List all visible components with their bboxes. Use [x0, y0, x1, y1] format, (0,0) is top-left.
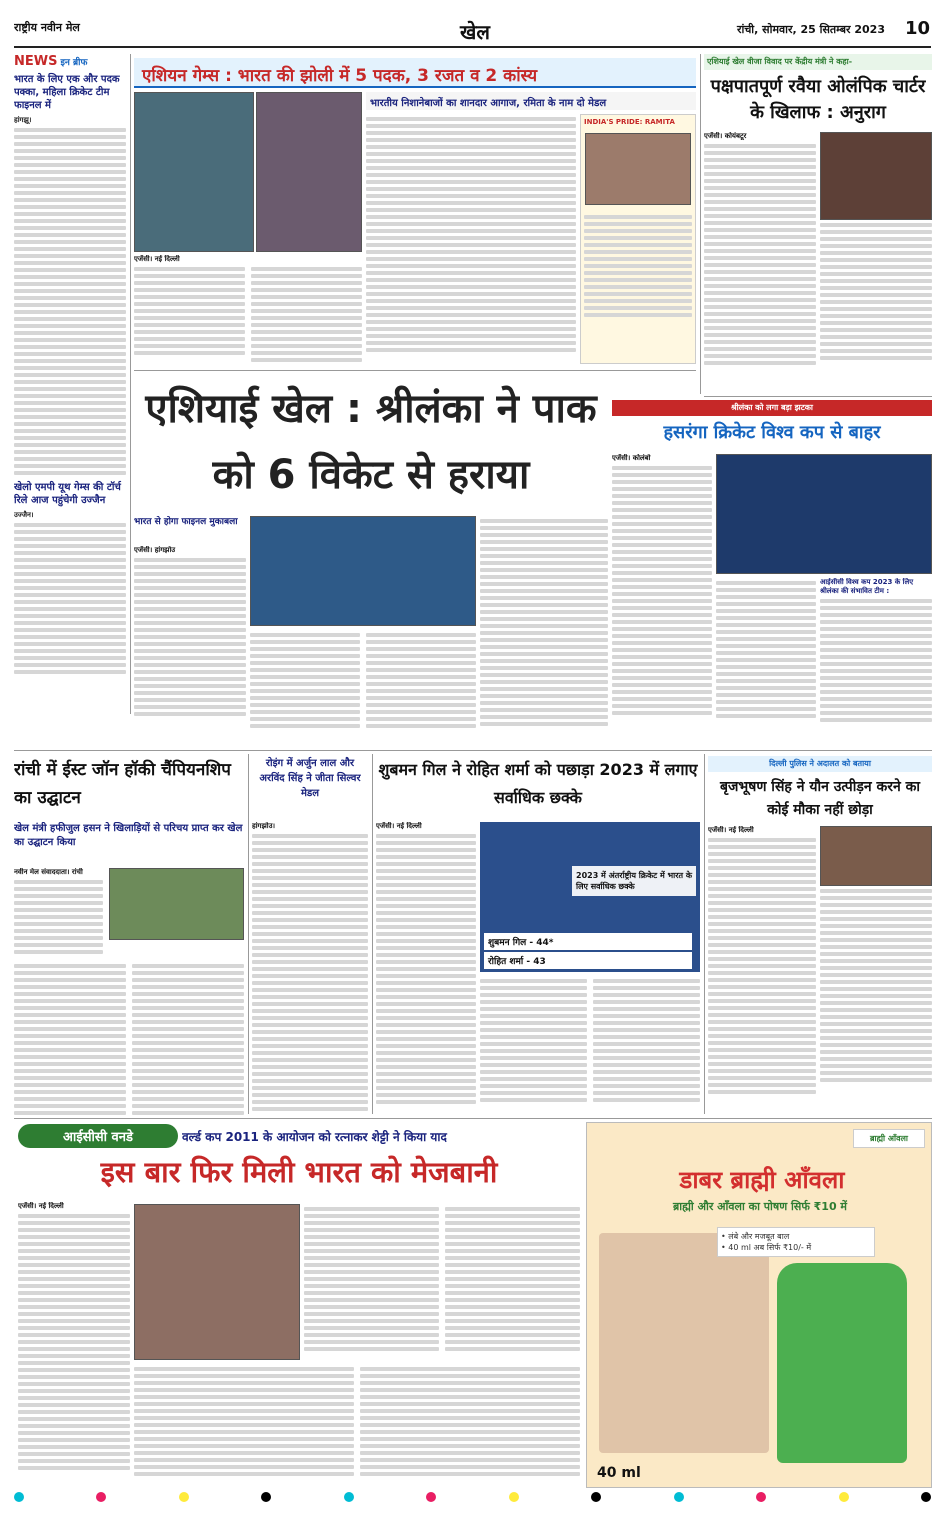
- ramita-infographic: INDIA'S PRIDE: RAMITA: [580, 114, 696, 364]
- gill-story-col1: एजेंसी। नई दिल्ली: [376, 822, 476, 1112]
- news-brief-headline-1: भारत के लिए एक और पदक पक्का, महिला क्रिकेट टीम फाइनल में: [14, 74, 120, 111]
- section-title: खेल: [460, 20, 490, 44]
- ad-bottle-image: [777, 1263, 907, 1463]
- hasaranga-story-col1: एजेंसी। कोलंबो: [612, 454, 712, 744]
- brijbhushan-story: एजेंसी। नई दिल्ली: [708, 826, 932, 1112]
- srilanka-team-photo: [716, 454, 932, 574]
- srilanka-pak-story-cols: [250, 630, 476, 740]
- gill-stat-1: शुबमन गिल - 44*: [488, 938, 554, 948]
- odi-story-col1: एजेंसी। नई दिल्ली: [18, 1202, 130, 1486]
- hockey-story: नवीन मेल संवाददाता। रांची: [14, 868, 244, 1150]
- gill-stat-2: रोहित शर्मा - 43: [488, 957, 546, 967]
- ad-volume: 40 ml: [597, 1465, 641, 1481]
- hasaranga-kicker: श्रीलंका को लगा बड़ा झटका: [612, 400, 932, 416]
- odi-tag: आईसीसी वनडे: [18, 1124, 178, 1148]
- registration-marks: [14, 1492, 931, 1502]
- hasaranga-headline: हसरंगा क्रिकेट विश्व कप से बाहर: [663, 422, 881, 443]
- odi-headline: इस बार फिर मिली भारत को मेजबानी: [100, 1155, 498, 1189]
- asian-games-headline: एशियन गेम्स : भारत की झोली में 5 पदक, 3 रजत व 2 कांस्य: [142, 66, 538, 86]
- shooting-article: [366, 114, 576, 364]
- header-rule: [14, 46, 931, 48]
- ramita-portrait: [585, 133, 691, 205]
- gill-headline: शुबमन गिल ने रोहित शर्मा को पछाड़ा 2023 में लगाए सर्वाधिक छक्के: [378, 760, 698, 807]
- news-brief-dateline-1: हांगझू।: [14, 116, 32, 124]
- asian-games-story: [134, 255, 362, 365]
- srilanka-pak-story-col4: [480, 516, 608, 740]
- anurag-kicker: एशियाई खेल वीजा विवाद पर केंद्रीय मंत्री ने कहा-: [704, 54, 932, 70]
- ad-corner-label: ब्राह्मी आँवला: [853, 1129, 925, 1148]
- gill-photo-box: [480, 822, 700, 972]
- dateline: रांची, सोमवार, 25 सितम्बर 2023: [736, 23, 885, 36]
- news-brief-body-1: [14, 128, 126, 475]
- brijbhushan-headline: बृजभूषण सिंह ने यौन उत्पीड़न करने का कोई मौका नहीं छोड़ा: [720, 779, 920, 818]
- anurag-headline: पक्षपातपूर्ण रवैया ओलंपिक चार्टर के खिलाफ : अनुराग: [710, 76, 926, 123]
- odi-kicker: वर्ल्ड कप 2011 के आयोजन को रत्नाकर शेट्टी ने किया याद: [182, 1130, 447, 1144]
- srilanka-pak-photo: [250, 516, 476, 626]
- srilanka-pak-subhead: भारत से होगा फाइनल मुकाबला: [134, 517, 238, 527]
- rowing-story: हांगझोउ।: [252, 822, 368, 1112]
- brijbhushan-kicker: दिल्ली पुलिस ने अदालत को बताया: [708, 756, 932, 772]
- odi-story-cols-bottom: [134, 1364, 580, 1486]
- odi-story-cols-top: [304, 1204, 580, 1364]
- dabur-advertisement[interactable]: [586, 1122, 932, 1488]
- anurag-story: एजेंसी। कोयंबटूर: [704, 132, 932, 392]
- news-brief-label: NEWS इन ब्रीफ: [14, 54, 88, 69]
- page-number: 10: [904, 18, 930, 39]
- anurag-photo: [820, 132, 932, 220]
- news-brief-body-2: [14, 523, 126, 674]
- ad-bullet-1: • लंबे और मजबूत बाल: [721, 1232, 790, 1241]
- ad-bullet-box: [717, 1227, 875, 1257]
- brijbhushan-photo: [820, 826, 932, 886]
- asian-games-dateline: एजेंसी। नई दिल्ली: [134, 255, 180, 263]
- news-brief-dateline-2: उज्जैन।: [14, 511, 34, 519]
- ad-model-image: [599, 1233, 769, 1453]
- ad-tagline: ब्राह्मी और आँवला का पोषण सिर्फ ₹10 में: [672, 1200, 848, 1213]
- asian-games-banner: [134, 58, 696, 88]
- rowing-team-photo: [134, 92, 254, 252]
- hockey-subhead: खेल मंत्री हफीजुल हसन ने खिलाड़ियों से परिचय प्राप्त कर खेल का उद्घाटन किया: [14, 823, 243, 848]
- ratnakar-shetty-photo: [134, 1204, 300, 1360]
- hockey-headline: रांची में ईस्ट जॉन हॉकी चैंपियनशिप का उद्घाटन: [14, 760, 231, 808]
- hasaranga-story-col2: [716, 578, 816, 744]
- masthead: राष्ट्रीय नवीन मेल: [14, 21, 80, 34]
- shooting-subhead: भारतीय निशानेबाजों का शानदार आगाज, रमिता के नाम दो मेडल: [366, 92, 696, 110]
- srilanka-pak-headline: एशियाई खेल : श्रीलंका ने पाक को 6 विकेट से हराया: [145, 386, 597, 498]
- gill-story-cols: [480, 976, 700, 1112]
- ad-bullet-2: • 40 ml अब सिर्फ ₹10/- में: [721, 1243, 812, 1252]
- news-brief-headline-2: खेलो एमपी यूथ गेम्स की टॉर्च रिले आज पहुंचेगी उज्जैन: [14, 482, 121, 506]
- ad-brand: डाबर ब्राह्मी आँवला: [679, 1166, 845, 1194]
- hasaranga-squad: आईसीसी विश्व कप 2023 के लिए श्रीलंका की संभावित टीम :: [820, 578, 932, 744]
- rowing-headline: रोइंग में अर्जुन लाल और अरविंद सिंह ने जीता सिल्वर मेडल: [259, 758, 361, 799]
- gill-stat-title: 2023 में अंतर्राष्ट्रीय क्रिकेट में भारत के लिए सर्वाधिक छक्के: [576, 871, 693, 891]
- ramita-shooting-photo: [256, 92, 362, 252]
- srilanka-pak-story-col1: एजेंसी। हांगझोउ: [134, 546, 246, 746]
- hockey-photo: [109, 868, 244, 940]
